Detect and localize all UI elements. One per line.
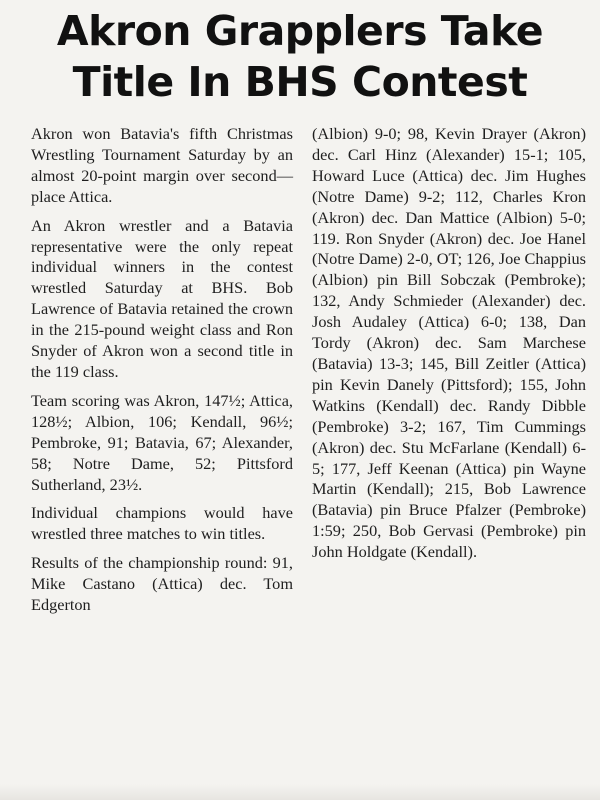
headline — [0, 6, 600, 108]
paragraph-intro: Akron won Batavia's fifth Christmas Wrestling Tournament Saturday by an almost 20-point margin over second—place Attica. — [31, 124, 293, 206]
paragraph-team-scoring: Team scoring was Akron, 147½; Attica, 128½; Albion, 106; Kendall, 96½; Pembroke, 91; Batavia, 67; Alexander, 58; Notre Dame, 52; Pittsford Sutherland, 23½. — [31, 390, 293, 494]
article-column-right — [312, 124, 586, 563]
paragraph-repeat-winners: An Akron wrestler and a Batavia representative were the only repeat individual winners in the contest wrestled Saturday at BHS. Bob Lawrence of Batavia retained the crown in the 215-pound weight class and Ron Snyder of Akron won a second title in the 119 class. — [31, 215, 293, 381]
paragraph-individual-champions: Individual champions would have wrestled three matches to win titles. — [31, 503, 293, 544]
article-column-left — [31, 124, 293, 624]
paragraph-results-continued: (Albion) 9-0; 98, Kevin Drayer (Akron) dec. Carl Hinz (Alexander) 15-1; 105, Howard Luce (Attica) dec. Jim Hughes (Notre Dame) 9-2; 112, Charles Kron (Akron) dec. Dan Mattice (Albion) 5-0; 119. Ron Snyder (Akron) dec. Joe Hanel (Notre Dame) 2-0, OT; 126, Joe Chappius (Albion) pin Bill Sobczak (Pembroke); 132, Andy Schmieder (Alexander) dec. Josh Audaley (Attica) 6-0; 138, Dan Tordy (Akron) dec. Sam Marchese (Batavia) 13-3; 145, Bill Zeitler (Attica) pin Kevin Danely (Pittsford); 155, John Watkins (Kendall) dec. Randy Dibble (Pembroke) 3-2; 167, Tim Cummings (Akron) dec. Stu McFarlane (Kendall) 6-5; 177, Jeff Keenan (Attica) pin Wayne Martin (Kendall); 215, Bob Lawrence (Batavia) pin Bruce Pfalzer (Pembroke) 1:59; 250, Bob Gervasi (Pembroke) pin John Holdgate (Kendall). — [312, 124, 587, 562]
headline-line-1: Akron Grapplers Take — [56, 7, 544, 55]
headline-line-2: Title In BHS Contest — [72, 58, 528, 106]
page-bottom-edge — [0, 784, 600, 800]
paragraph-results-start: Results of the championship round: 91, Mike Castano (Attica) dec. Tom Edgerton — [31, 553, 293, 615]
